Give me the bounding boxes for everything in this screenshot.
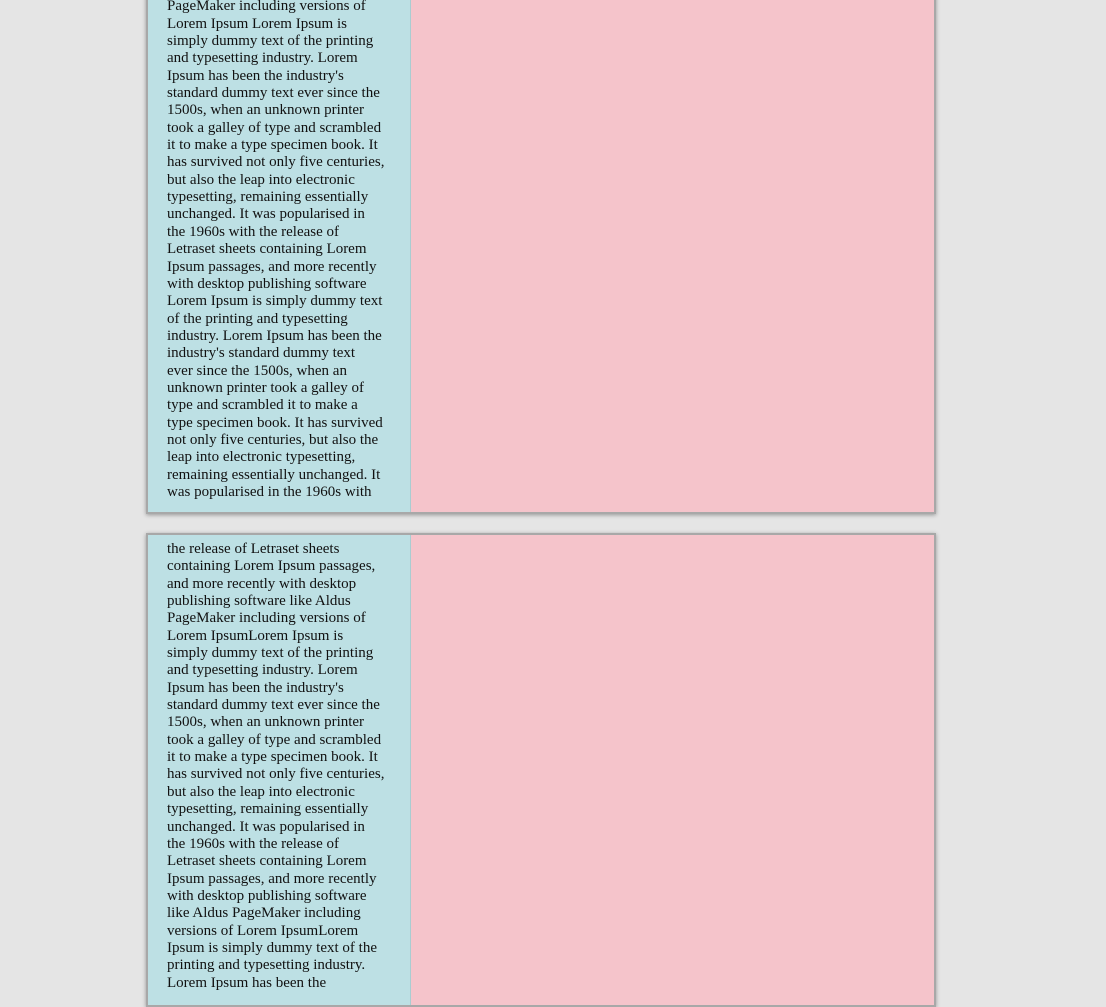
text-line: but also the leap into electronic bbox=[167, 783, 355, 800]
text-line: simply dummy text of the printing bbox=[167, 33, 374, 50]
sidebar-column bbox=[148, 535, 411, 1005]
text-line: not only five centuries, but also the bbox=[167, 431, 379, 448]
text-line: Ipsum has been the industry's bbox=[167, 679, 344, 696]
text-line: publishing software like Aldus bbox=[167, 593, 351, 610]
text-line: and typesetting industry. Lorem bbox=[167, 662, 358, 679]
text-line: Ipsum passages, and more recently bbox=[167, 870, 377, 887]
text-line: Ipsum is simply dummy text of the bbox=[167, 939, 377, 956]
text-line: typesetting, remaining essentially bbox=[167, 801, 369, 818]
text-line: unknown printer took a galley of bbox=[167, 379, 365, 396]
text-line: the 1960s with the release of bbox=[167, 835, 340, 852]
text-line: with desktop publishing software bbox=[167, 887, 367, 904]
text-line: type specimen book. It has survived bbox=[167, 414, 383, 431]
text-line: it to make a type specimen book. It bbox=[167, 749, 378, 766]
text-line: with desktop publishing software bbox=[167, 275, 367, 292]
text-line: but also the leap into electronic bbox=[167, 171, 355, 188]
text-line: the release of Letraset sheets bbox=[167, 541, 340, 557]
text-line: unchanged. It was popularised in bbox=[167, 206, 365, 223]
text-line: and more recently with desktop bbox=[167, 575, 357, 592]
text-line: typesetting, remaining essentially bbox=[167, 189, 369, 206]
text-line: Lorem Ipsum is simply dummy text bbox=[167, 293, 383, 310]
text-line: 1500s, when an unknown printer bbox=[167, 102, 365, 119]
sidebar-text bbox=[167, 0, 393, 501]
text-line: Lorem Ipsum has been the bbox=[167, 974, 327, 991]
text-line: standard dummy text ever since the bbox=[167, 697, 380, 714]
text-line: printing and typesetting industry. bbox=[167, 957, 366, 974]
sidebar-column bbox=[148, 0, 411, 512]
text-line: and typesetting industry. Lorem bbox=[167, 50, 358, 67]
text-line: has survived not only five centuries, bbox=[167, 154, 385, 171]
text-line: ever since the 1500s, when an bbox=[167, 362, 347, 379]
text-line: Letraset sheets containing Lorem bbox=[167, 241, 367, 258]
text-line: 1500s, when an unknown printer bbox=[167, 714, 365, 731]
text-line: industry's standard dummy text bbox=[167, 345, 356, 362]
text-line: simply dummy text of the printing bbox=[167, 645, 374, 662]
text-line: of the printing and typesetting bbox=[167, 310, 348, 327]
text-line: type and scrambled it to make a bbox=[167, 397, 358, 414]
text-line: PageMaker including versions of bbox=[167, 610, 366, 627]
text-line: was popularised in the 1960s with bbox=[167, 483, 372, 500]
text-line: standard dummy text ever since the bbox=[167, 85, 380, 102]
text-line: containing Lorem Ipsum passages, bbox=[167, 558, 376, 575]
text-line: Lorem IpsumLorem Ipsum is bbox=[167, 627, 344, 644]
main-content-area bbox=[411, 0, 934, 512]
sidebar-text bbox=[167, 541, 393, 992]
text-line: like Aldus PageMaker including bbox=[167, 905, 361, 922]
text-line: PageMaker including versions of bbox=[167, 0, 366, 15]
text-line: has survived not only five centuries, bbox=[167, 766, 385, 783]
main-content-area bbox=[411, 535, 934, 1005]
text-line: leap into electronic typesetting, bbox=[167, 449, 356, 466]
page-2 bbox=[146, 533, 936, 1007]
text-line: took a galley of type and scrambled bbox=[167, 731, 382, 748]
text-line: it to make a type specimen book. It bbox=[167, 137, 378, 154]
text-line: remaining essentially unchanged. It bbox=[167, 466, 381, 483]
text-line: Letraset sheets containing Lorem bbox=[167, 853, 367, 870]
text-line: industry. Lorem Ipsum has been the bbox=[167, 327, 382, 344]
text-line: Ipsum has been the industry's bbox=[167, 67, 344, 84]
text-line: Lorem Ipsum Lorem Ipsum is bbox=[167, 15, 347, 32]
text-line: Ipsum passages, and more recently bbox=[167, 258, 377, 275]
text-line: the 1960s with the release of bbox=[167, 223, 340, 240]
page-1 bbox=[146, 0, 936, 514]
text-line: took a galley of type and scrambled bbox=[167, 119, 382, 136]
text-line: unchanged. It was popularised in bbox=[167, 818, 365, 835]
text-line: versions of Lorem IpsumLorem bbox=[167, 922, 359, 939]
